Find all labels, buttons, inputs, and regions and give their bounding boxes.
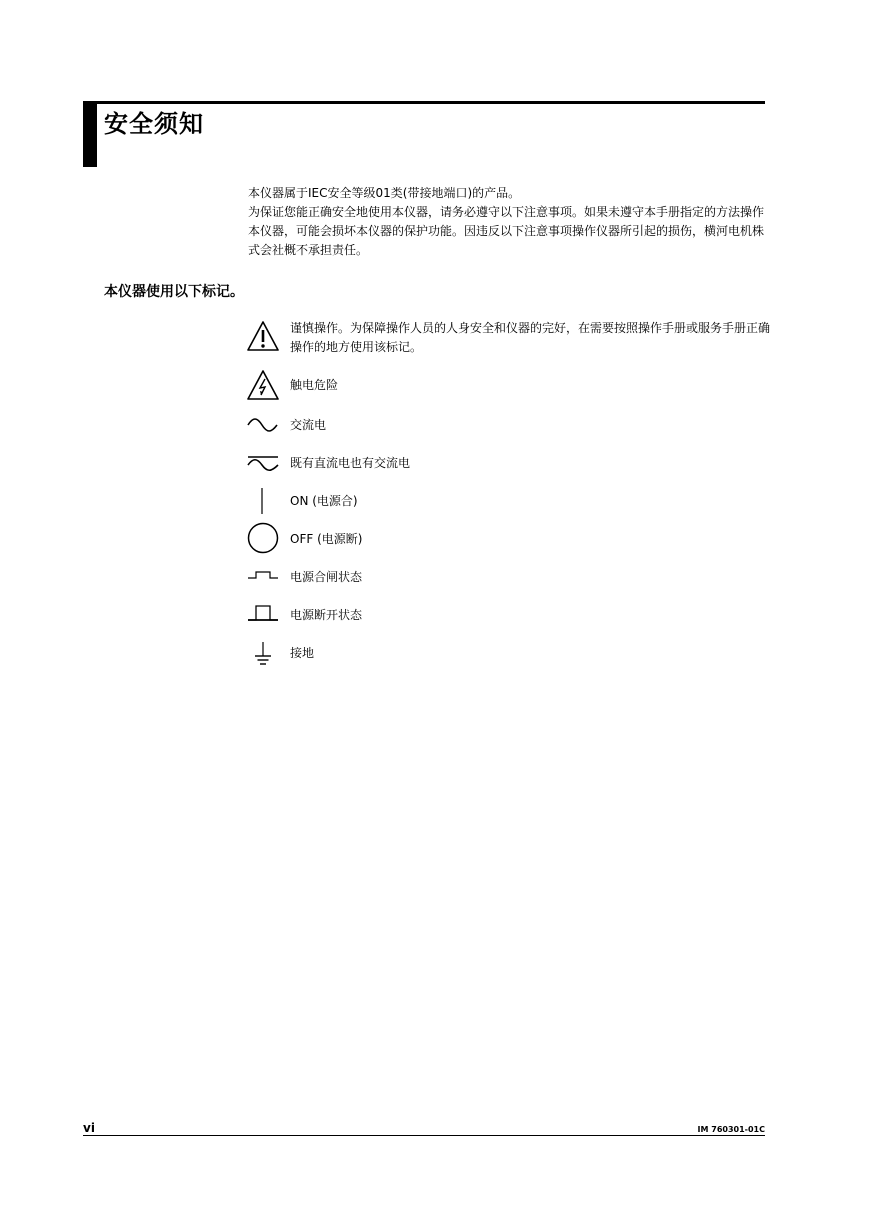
power-off-icon — [246, 522, 280, 556]
symbol-label-out-position: 电源断开状态 — [290, 608, 363, 622]
footer-rule — [83, 1135, 765, 1136]
symbol-label-on: ON (电源合) — [290, 494, 358, 508]
intro-paragraph-1: 本仪器属于IEC安全等级01类(带接地端口)的产品。 — [248, 186, 521, 200]
marks-heading: 本仪器使用以下标记。 — [104, 284, 244, 300]
caution-triangle-icon — [246, 319, 280, 353]
document-id: IM 760301-01C — [697, 1125, 765, 1134]
symbol-row-ac-dc — [246, 446, 770, 480]
symbol-row-ac — [246, 408, 770, 442]
ground-icon — [246, 636, 280, 670]
symbol-row-off — [246, 522, 770, 556]
symbol-label-ac: 交流电 — [290, 418, 327, 432]
title-side-bar — [83, 104, 97, 167]
symbol-label-ground: 接地 — [290, 646, 315, 660]
intro-text — [248, 184, 768, 260]
symbol-label-caution: 谨慎操作。为保障操作人员的人身安全和仪器的完好，在需要按照操作手册或服务手册正确操作的地方使用该标记。 — [290, 321, 771, 354]
out-position-icon — [246, 598, 280, 632]
symbol-row-ground — [246, 636, 770, 670]
symbol-label-shock: 触电危险 — [290, 378, 339, 392]
symbol-row-in-position — [246, 560, 770, 594]
page-number: vi — [83, 1121, 95, 1135]
symbol-row-out-position — [246, 598, 770, 632]
symbol-label-off: OFF (电源断) — [290, 532, 363, 546]
symbol-label-in-position: 电源合闸状态 — [290, 570, 363, 584]
intro-paragraph-2: 为保证您能正确安全地使用本仪器，请务必遵守以下注意事项。如果未遵守本手册指定的方法操作本仪器，可能会损坏本仪器的保护功能。因违反以下注意事项操作仪器所引起的损伤，横河电机株式会社概不承担责任。 — [248, 205, 765, 257]
symbol-row-shock — [246, 368, 770, 402]
ac-icon — [246, 408, 280, 442]
page-title: 安全须知 — [104, 110, 204, 138]
symbol-row-on — [246, 484, 770, 518]
in-position-icon — [246, 560, 280, 594]
ac-dc-icon — [246, 446, 280, 480]
symbol-label-ac-dc: 既有直流电也有交流电 — [290, 456, 411, 470]
top-rule — [83, 101, 765, 104]
symbol-row-caution — [246, 319, 770, 353]
electric-shock-icon — [246, 368, 280, 402]
power-on-icon — [246, 484, 280, 518]
